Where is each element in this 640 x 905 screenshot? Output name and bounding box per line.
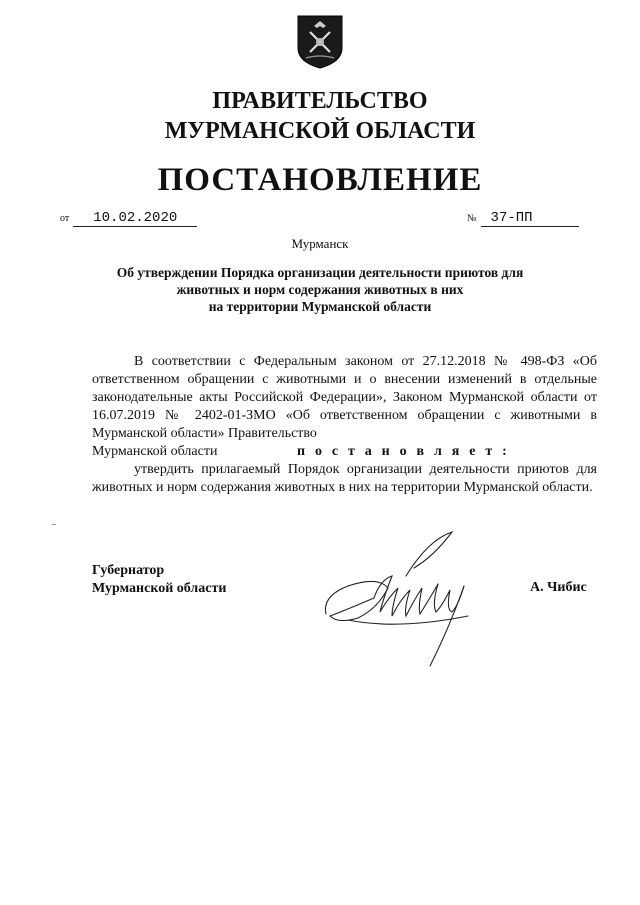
document-subject [110, 264, 530, 315]
document-number: 37-ПП [481, 210, 579, 227]
document-type: ПОСТАНОВЛЕНИЕ [157, 162, 483, 198]
subject-line1: Об утверждении Порядка организации деятельности приютов для [116, 265, 524, 280]
position-line1: Губернатор [92, 563, 165, 578]
decree-word: п о с т а н о в л я е т : [297, 444, 510, 459]
body-paragraph-1: В соответствии с Федеральным законом от 27.12.2018 № 498-ФЗ «Об ответственном обращении с животными и о внесении изменений в отдельные законодательные акты Российской Федерации», Законом Мурманской области от 16.07.2019 № 2402-01-ЗМО «Об ответственном обращении с животными в Мурманской области» Правительство [92, 354, 597, 441]
number-prefix: № [467, 213, 477, 224]
position-line2: Мурманской области [92, 581, 227, 596]
date-prefix: от [60, 213, 70, 224]
org-title-line2: МУРМАНСКОЙ ОБЛАСТИ [164, 118, 476, 144]
body-paragraph-1-tail: Мурманской области [92, 444, 218, 459]
number-row [467, 208, 579, 227]
city: Мурманск [291, 236, 349, 251]
org-title-line1: ПРАВИТЕЛЬСТВО [212, 88, 428, 114]
coat-of-arms-icon [296, 14, 344, 70]
document-date: 10.02.2020 [73, 210, 197, 227]
decree-line [92, 443, 597, 461]
body-paragraph-2: утвердить прилагаемый Порядок организации деятельности приютов для животных и норм содержания животных в них на территории Мурманской области. [92, 462, 597, 495]
subject-line3: на территории Мурманской области [208, 299, 432, 314]
subject-line2: животных и норм содержания животных в них [176, 282, 464, 297]
signatory-name: А. Чибис [530, 580, 587, 595]
signatory-position [92, 562, 226, 598]
handwritten-signature [318, 526, 498, 676]
date-row [60, 208, 197, 227]
margin-mark [52, 524, 56, 525]
